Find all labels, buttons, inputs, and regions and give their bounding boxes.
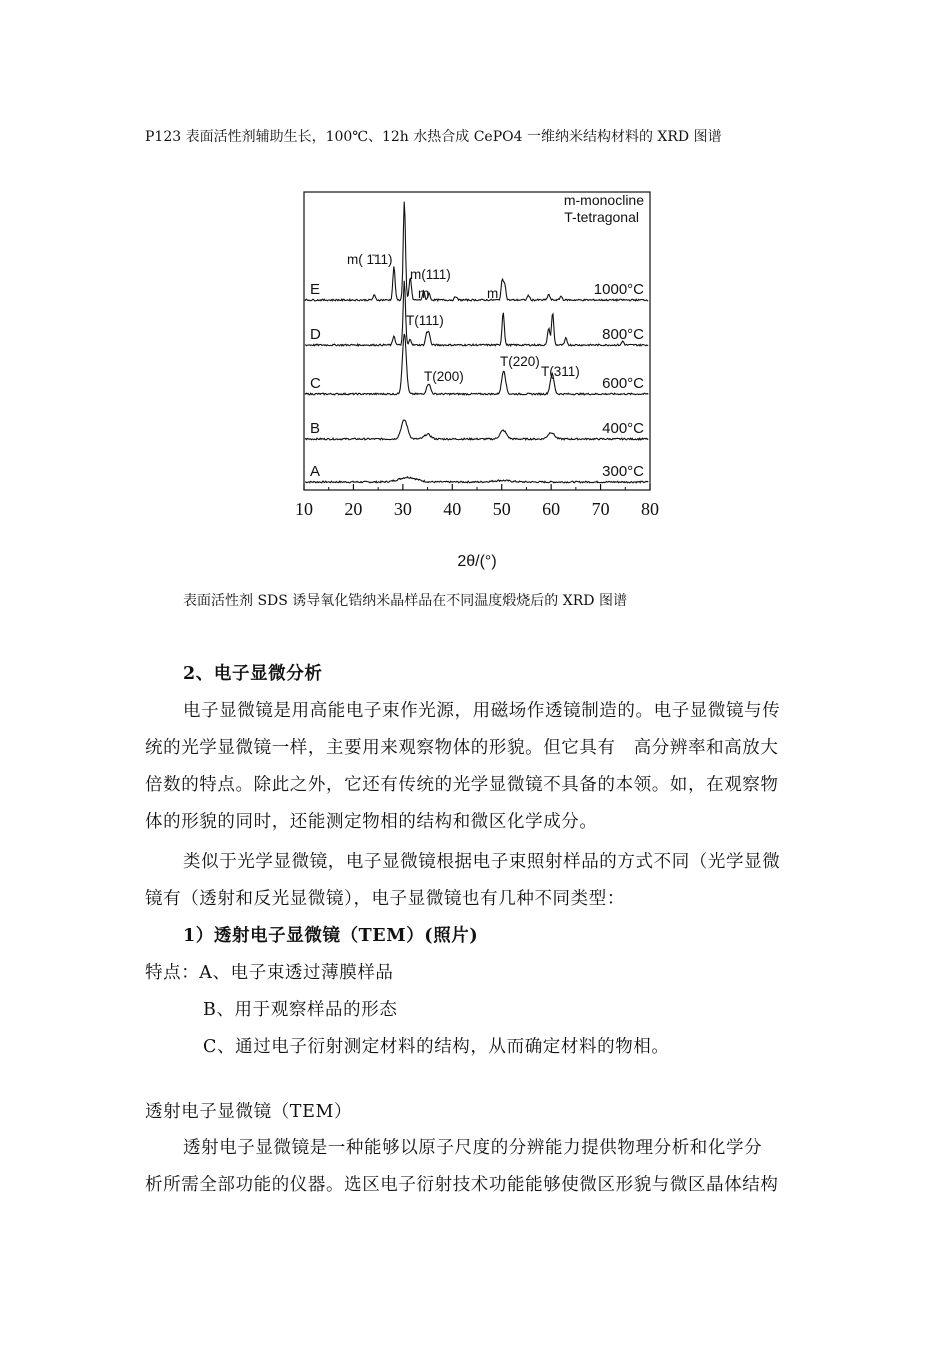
paragraph-line: 透射电子显微镜是一种能够以原子尺度的分辨能力提供物理分析和化学分 [183,1138,763,1158]
paragraph-line: 析所需全部功能的仪器。选区电子衍射技术功能能够使微区形貌与微区晶体结构 [145,1175,779,1195]
series-temp-C: 600°C [602,375,644,392]
paragraph-line: 类似于光学显微镜，电子显微镜根据电子束照射样品的方式不同（光学显微 [183,852,781,872]
series-label-E: E [310,281,321,298]
paragraph-line: 统的光学显微镜一样，主要用来观察物体的形貌。但它具有 高分辨率和高放大 [145,738,779,758]
series-label-B: B [310,420,321,437]
x-tick-label-70: 70 [591,499,610,519]
x-tick-label-40: 40 [443,499,462,519]
legend-tetragonal: T-tetragonal [564,209,639,225]
xrd-curve-C [305,334,648,395]
annotation-t311: T(311) [541,364,580,379]
series-temp-B: 400°C [602,420,644,437]
paragraph-line: 体的形貌的同时，还能测定物相的结构和微区化学成分。 [145,812,598,832]
x-axis-label: 2θ/(°) [457,553,497,570]
plot-frame [304,192,650,490]
paragraph-line: 倍数的特点。除此之外，它还有传统的光学显微镜不具备的本领。如，在观察物 [145,775,779,795]
figure-caption: 表面活性剂 SDS 诱导氧化锆纳米晶样品在不同温度煅烧后的 XRD 图谱 [183,593,627,609]
feature-item: B、用于观察样品的形态 [203,1000,398,1020]
series-label-A: A [310,463,321,480]
series-temp-E: 1000°C [593,281,644,298]
top-figure-caption: P123 表面活性剂辅助生长，100℃、12h 水热合成 CePO4 一维纳米结构材料的 XRD 图谱 [145,129,722,145]
x-tick-label-80: 80 [641,499,659,519]
annotation-m-1: m [418,286,430,301]
annotation-m-111: m(111) [410,267,451,282]
x-tick-label-50: 50 [492,499,511,519]
annotation-m-2: m [487,286,499,301]
series-temp-A: 300°C [602,463,644,480]
tem-title: 透射电子显微镜（TEM） [145,1102,353,1122]
paragraph-line: 电子显微镜是用高能电子束作光源，用磁场作透镜制造的。电子显微镜与传 [183,701,781,721]
annotation-t200: T(200) [424,369,464,384]
xrd-chart [282,182,682,577]
xrd-curve-B [305,420,648,440]
legend-monocline: m-monocline [563,192,644,208]
sub-heading: 1）透射电子显微镜（TEM）(照片) [183,926,479,946]
series-temp-D: 800°C [602,326,644,343]
annotation-m-111bar: m( 1̄11) [347,252,393,267]
feature-item: C、通过电子衍射测定材料的结构，从而确定材料的物相。 [203,1037,670,1057]
annotation-t111: T(111) [406,313,444,328]
feature-item: 特点：A、电子束透过薄膜样品 [145,963,394,983]
x-tick-label-10: 10 [295,499,313,519]
x-tick-label-20: 20 [344,499,363,519]
x-tick-label-30: 30 [393,499,412,519]
series-label-C: C [310,375,321,392]
xrd-curve-A [305,477,648,483]
paragraph-line: 镜有（透射和反光显微镜），电子显微镜也有几种不同类型： [145,889,625,909]
section-heading: 2、电子显微分析 [183,664,323,684]
annotation-t220: T(220) [500,354,540,369]
x-tick-label-60: 60 [542,499,561,519]
series-label-D: D [310,326,321,343]
